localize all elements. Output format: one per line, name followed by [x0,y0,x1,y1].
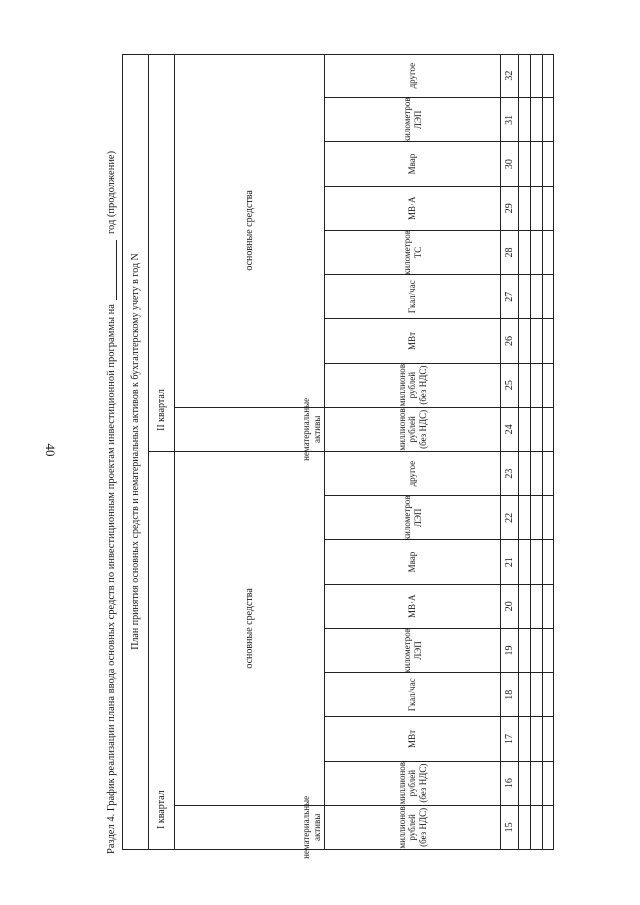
empty-data-cell [542,806,554,850]
quarter-2-header: II квартал [148,54,174,452]
unit-header: МВ·А [324,585,500,629]
empty-data-cell [530,98,542,142]
empty-data-cell [518,452,530,496]
empty-data-cell [542,452,554,496]
empty-data-cell [542,540,554,584]
column-number: 23 [500,452,518,496]
empty-data-cell [518,54,530,98]
column-number: 29 [500,187,518,231]
column-number: 21 [500,540,518,584]
empty-data-cell [530,496,542,540]
fixed-assets-q1-header: основные средства [174,452,324,806]
empty-data-cell [530,319,542,363]
empty-data-cell [530,585,542,629]
empty-data-cell [542,629,554,673]
unit-header: другое [324,54,500,98]
empty-data-cell [518,142,530,186]
unit-header: Мвар [324,142,500,186]
fixed-assets-q2-header: основные средства [174,54,324,408]
empty-data-cell [530,452,542,496]
column-number: 32 [500,54,518,98]
section-title [102,54,122,854]
unit-header: миллионов рублей (без НДС) [324,806,500,850]
empty-data-cell [530,275,542,319]
section-title-suffix: год (продолжение) [106,150,117,235]
plan-table [122,54,554,859]
empty-data-cell [530,540,542,584]
empty-data-cell [530,629,542,673]
unit-header: миллионов рублей (без НДС) [324,364,500,408]
empty-data-cell [518,98,530,142]
empty-data-cell [542,319,554,363]
empty-data-cell [518,762,530,806]
quarter-1-header: I квартал [148,452,174,850]
unit-header: километров ЛЭП [324,496,500,540]
empty-data-cell [518,629,530,673]
section-title-prefix: Раздел 4. График реализации плана ввода основных средств по инвестиционным проектам инвестиционной программы на [106,304,117,854]
empty-data-cell [542,717,554,761]
empty-data-cell [542,54,554,98]
empty-data-cell [530,762,542,806]
empty-data-cell [518,319,530,363]
unit-header: километров ТС [324,231,500,275]
empty-data-cell [518,673,530,717]
empty-data-cell [530,364,542,408]
empty-data-cell [518,408,530,452]
column-number: 30 [500,142,518,186]
unit-header: Гкал/час [324,673,500,717]
empty-data-cell [530,54,542,98]
column-number: 22 [500,496,518,540]
column-number: 25 [500,364,518,408]
empty-data-cell [542,142,554,186]
unit-header: миллионов рублей (без НДС) [324,762,500,806]
column-number: 16 [500,762,518,806]
empty-data-cell [542,231,554,275]
unit-header: Гкал/час [324,275,500,319]
column-number: 19 [500,629,518,673]
empty-data-cell [542,187,554,231]
unit-header: другое [324,452,500,496]
column-number: 20 [500,585,518,629]
unit-header: миллионов рублей (без НДС) [324,408,500,452]
year-blank-line [106,240,117,300]
empty-data-cell [518,540,530,584]
column-number: 26 [500,319,518,363]
column-number: 28 [500,231,518,275]
empty-data-cell [542,762,554,806]
empty-data-cell [518,806,530,850]
unit-header: МВ·А [324,187,500,231]
empty-data-cell [530,187,542,231]
column-number: 31 [500,98,518,142]
empty-data-cell [518,585,530,629]
column-number: 24 [500,408,518,452]
empty-data-cell [518,717,530,761]
empty-data-cell [518,364,530,408]
empty-data-cell [542,364,554,408]
main-header: План принятия основных средств и нематериальных активов к бухгалтерскому учету в год N [122,54,148,850]
unit-header: МВт [324,717,500,761]
empty-data-cell [542,673,554,717]
empty-data-cell [518,231,530,275]
empty-data-cell [530,408,542,452]
empty-data-cell [542,585,554,629]
empty-data-cell [530,673,542,717]
empty-data-cell [530,717,542,761]
unit-header: километров ЛЭП [324,629,500,673]
empty-data-cell [542,275,554,319]
empty-data-cell [542,98,554,142]
empty-data-cell [542,408,554,452]
empty-data-cell [530,806,542,850]
intangible-assets-q2-header: нематериальные активы [174,408,324,452]
empty-data-cell [518,187,530,231]
intangible-assets-q1-header: нематериальные активы [174,806,324,850]
column-number: 18 [500,673,518,717]
empty-data-cell [530,231,542,275]
empty-data-cell [530,142,542,186]
unit-header: МВт [324,319,500,363]
empty-data-cell [518,496,530,540]
page-number: 40 [43,443,58,457]
column-number: 17 [500,717,518,761]
unit-header: километров ЛЭП [324,98,500,142]
unit-header: Мвар [324,540,500,584]
column-number: 15 [500,806,518,850]
empty-data-cell [542,496,554,540]
column-number: 27 [500,275,518,319]
empty-data-cell [518,275,530,319]
